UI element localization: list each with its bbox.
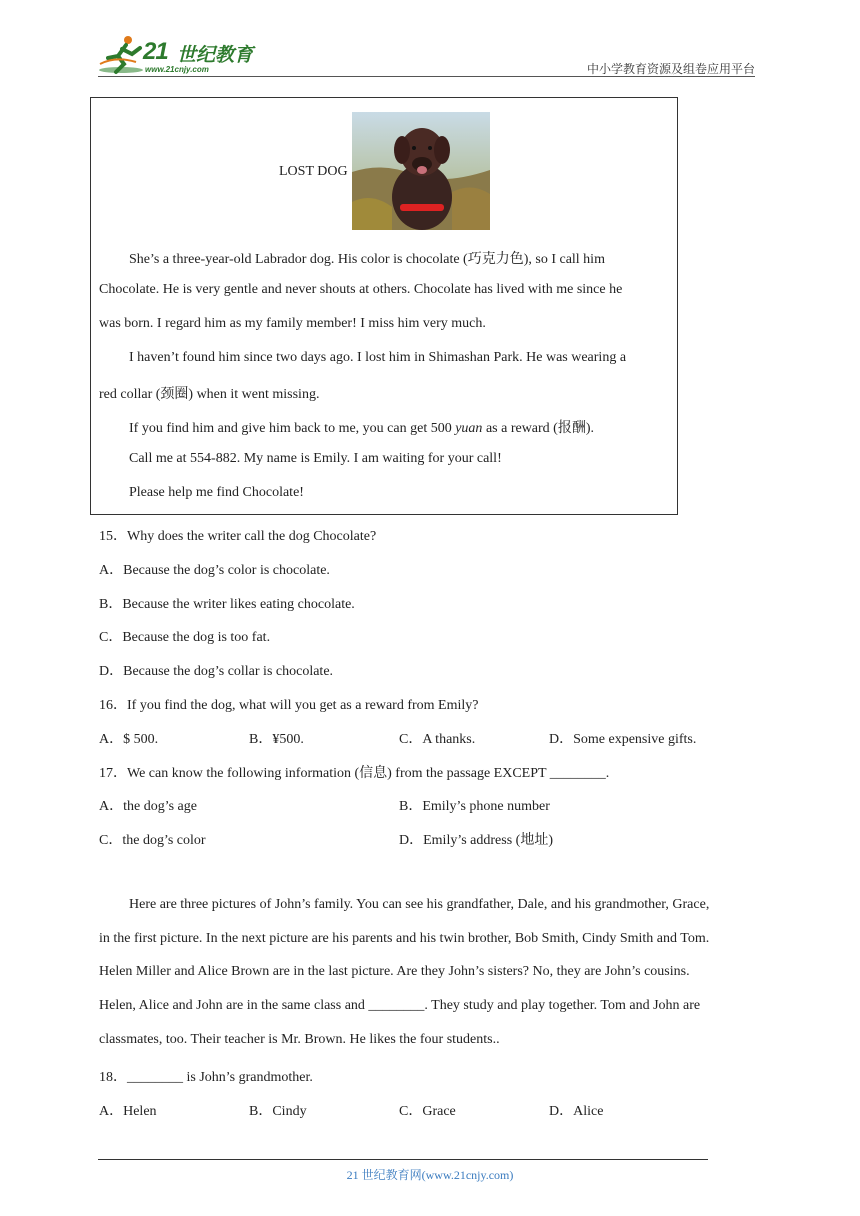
notice-line: Chocolate. He is very gentle and never shouts at others. Chocolate has lived with me since he: [99, 282, 623, 297]
option-c: C．the dog’s color: [99, 833, 206, 848]
option-c: C．Because the dog is too fat.: [99, 630, 271, 645]
option-a: A．the dog’s age: [99, 799, 197, 814]
logo-url: www.21cnjy.com: [145, 65, 209, 74]
option-b: B．Emily’s phone number: [399, 799, 550, 814]
passage-line: Helen Miller and Alice Brown are in the last picture. Are they John’s sisters? No, they are John’s cousins.: [99, 964, 690, 979]
notice-line: red collar (颈圈) when it went missing.: [99, 387, 320, 402]
option-d: D．Because the dog’s collar is chocolate.: [99, 664, 334, 679]
footer-divider: [98, 1159, 708, 1160]
option-d: D．Some expensive gifts.: [549, 732, 697, 747]
platform-title: 中小学教育资源及组卷应用平台: [586, 62, 755, 76]
option-c: C．A thanks.: [399, 732, 476, 747]
passage-line: Here are three pictures of John’s family. You can see his grandfather, Dale, and his grandmother, Grace,: [129, 897, 710, 912]
option-d: D．Alice: [549, 1104, 604, 1119]
logo-number: 21: [143, 38, 168, 65]
notice-line: Please help me find Chocolate!: [129, 485, 304, 500]
question-17: 17．We can know the following information (信息) from the passage EXCEPT ________.: [99, 766, 610, 781]
option-c: C．Grace: [399, 1104, 456, 1119]
notice-line: If you find him and give him back to me, you can get 500 yuan as a reward (报酬).: [129, 421, 594, 436]
passage-line: classmates, too. Their teacher is Mr. Brown. He likes the four students..: [99, 1032, 500, 1047]
option-a: A．Helen: [99, 1104, 157, 1119]
dog-photo: [352, 112, 490, 230]
notice-line: Call me at 554-882. My name is Emily. I am waiting for your call!: [129, 451, 502, 466]
footer-link[interactable]: 21 世纪教育网(www.21cnjy.com): [346, 1168, 514, 1182]
passage-line: Helen, Alice and John are in the same class and ________. They study and play together. Tom and John are: [99, 998, 701, 1013]
notice-line: was born. I regard him as my family member! I miss him very much.: [99, 316, 486, 331]
header-divider: [98, 76, 755, 77]
notice-line: She’s a three-year-old Labrador dog. His color is chocolate (巧克力色), so I call him: [129, 252, 605, 267]
passage-line: in the first picture. In the next picture are his parents and his twin brother, Bob Smith, Cindy Smith and Tom.: [99, 931, 710, 946]
option-b: B．¥500.: [249, 732, 304, 747]
question-16: 16．If you find the dog, what will you get as a reward from Emily?: [99, 698, 479, 713]
option-a: A．Because the dog’s color is chocolate.: [99, 563, 330, 578]
currency-word: yuan: [455, 421, 483, 436]
option-d: D．Emily’s address (地址): [399, 833, 553, 848]
notice-line: I haven’t found him since two days ago. I lost him in Shimashan Park. He was wearing a: [129, 350, 627, 365]
question-18: 18．________ is John’s grandmother.: [99, 1070, 313, 1085]
logo-name: 世纪教育: [177, 44, 254, 66]
option-b: B．Because the writer likes eating chocolate.: [99, 597, 355, 612]
option-a: A．$ 500.: [99, 732, 159, 747]
option-b: B．Cindy: [249, 1104, 307, 1119]
question-15: 15．Why does the writer call the dog Chocolate?: [99, 529, 377, 544]
notice-title: LOST DOG: [279, 164, 348, 179]
